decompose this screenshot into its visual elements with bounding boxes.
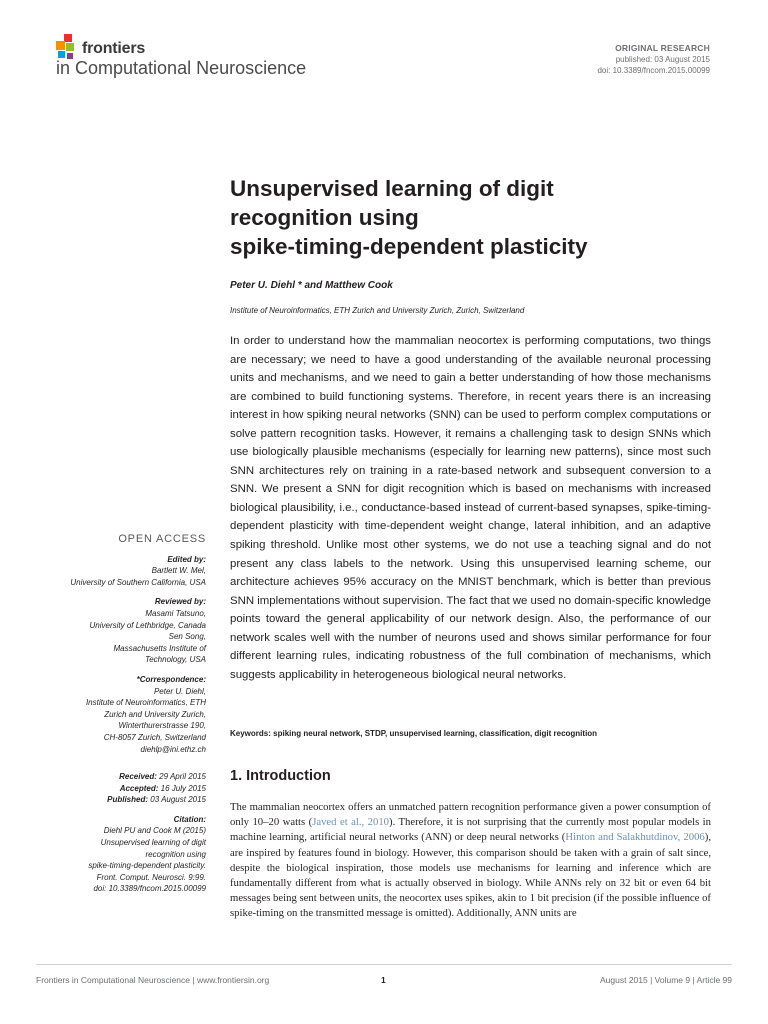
journal-name: in Computational Neuroscience (56, 58, 307, 78)
reviewer-line: Masami Tatsuno, (145, 608, 206, 618)
keywords (230, 729, 711, 738)
correspondence-label: *Correspondence: (136, 674, 206, 684)
citation-link[interactable]: Javed et al., 2010 (312, 816, 390, 829)
footer-divider (36, 964, 732, 965)
article-meta (597, 43, 710, 76)
article-doi: doi: 10.3389/fncom.2015.00099 (597, 66, 710, 75)
reviewer-line: Sen Song, (168, 632, 206, 642)
footer-issue-info: August 2015 | Volume 9 | Article 99 (600, 975, 732, 985)
citation-line: Unsupervised learning of digit (100, 838, 206, 848)
brand-name: frontiers (82, 40, 146, 57)
citation-line: spike-timing-dependent plasticity. (88, 861, 206, 871)
correspondence-line: Institute of Neuroinformatics, ETH (85, 698, 206, 708)
introduction-paragraph (230, 800, 711, 922)
title-line: spike-timing-dependent plasticity (230, 234, 588, 259)
body-text: The mammalian neocortex offers an unmatched pattern recognition performance given a power consumption of only 10–20 watts ( (230, 801, 711, 829)
correspondence-line: CH-8057 Zurich, Switzerland (103, 732, 206, 742)
editor-line: University of Southern California, USA (70, 577, 206, 587)
keywords-label: Keywords: (230, 729, 271, 738)
citation-doi[interactable]: doi: 10.3389/fncom.2015.00099 (93, 884, 206, 894)
edited-by-label: Edited by: (167, 554, 206, 564)
title-line: recognition using (230, 205, 419, 230)
section-heading: 1. Introduction (230, 768, 331, 784)
citation-line: recognition using (145, 849, 206, 859)
citation-line: Front. Comput. Neurosci. 9:99. (96, 872, 206, 882)
editor-line: Bartlett W. Mel, (151, 566, 206, 576)
affiliation: Institute of Neuroinformatics, ETH Zurich and University Zurich, Zurich, Switzerland (230, 306, 525, 315)
body-text: ). Therefore, it is not surprising that the currently most popular models in machine learning, artificial neural networks (ANN) or deep neural networks ( (230, 816, 711, 844)
received-date: Received: 29 April 2015 (119, 772, 206, 782)
correspondence-email[interactable]: diehlp@ini.ethz.ch (140, 744, 206, 754)
published-date-sidebar: Published: 03 August 2015 (107, 795, 206, 805)
citation-line: Diehl PU and Cook M (2015) (103, 826, 206, 836)
correspondence-line: Winterthurerstrasse 190, (118, 721, 206, 731)
author-list: Peter U. Diehl * and Matthew Cook (230, 280, 393, 291)
published-date: published: 03 August 2015 (615, 55, 710, 64)
reviewed-by-label: Reviewed by: (154, 597, 206, 607)
reviewer-line: Massachusetts Institute of (113, 643, 206, 653)
footer-journal-link[interactable]: Frontiers in Computational Neuroscience | www.frontiersin.org (36, 975, 270, 985)
article-title (230, 174, 700, 261)
reviewer-line: University of Lethbridge, Canada (89, 620, 206, 630)
title-line: Unsupervised learning of digit (230, 176, 554, 201)
abstract: In order to understand how the mammalian neocortex is performing computations, two things are necessary; we need to have a good understanding of the available neuronal processing units and mechanisms, and we need to gain a better understanding of how those mechanisms are combined to build functioning systems. Therefore, in recent years there is an increasing interest in how spiking neural networks (SNN) can be used to perform complex computations or solve pattern recognition tasks. However, it remains a challenging task to design SNNs which use biologically plausible mechanisms (especially for learning new patterns), since most such SNN architectures rely on training in a rate-based network and subsequent conversion to a SNN. We present a SNN for digit recognition which is based on mechanisms with increased biological plausibility, i.e., conductance-based instead of current-based synapses, spike-timing-dependent plasticity with time-dependent weight change, lateral inhibition, and an adaptive spiking threshold. Unlike most other systems, we do not use a teaching signal and do not present any class labels to the network. Using this unsupervised learning scheme, our architecture achieves 95% accuracy on the MNIST benchmark, which is better than previous SNN implementations without supervision. The fact that we used no domain-specific knowledge points toward the general applicability of our network design. Also, the performance of our network scales well with the number of neurons used and shows similar performance for four different learning rules, indicating robustness of the full combination of mechanisms, which suggests applicability in heterogeneous biological neural networks. (230, 335, 711, 681)
keywords-list: spiking neural network, STDP, unsupervised learning, classification, digit recognition (273, 729, 598, 738)
citation-label: Citation: (173, 814, 206, 824)
reviewer-line: Technology, USA (145, 655, 206, 665)
accepted-date: Accepted: 16 July 2015 (119, 783, 206, 793)
article-type: ORIGINAL RESEARCH (615, 43, 710, 53)
correspondence-line: Peter U. Diehl, (153, 686, 206, 696)
page-number: 1 (381, 975, 386, 985)
open-access-label: OPEN ACCESS (118, 533, 206, 545)
citation-link[interactable]: Hinton and Salakhutdinov, 2006 (565, 831, 705, 844)
article-info-sidebar (40, 534, 206, 895)
correspondence-line: Zurich and University Zurich, (104, 709, 206, 719)
body-text: ), are inspired by features found in biology. However, this comparison should be taken with a grain of salt since, despite the biological inspiration, those models use mechanisms for learning and inference which are fundamentally different from what is actually observed in biology. While ANNs rely on 32 bit or even 64 bit messages being sent between units, the neocortex uses spikes, akin to 1 bit precision (if the possible influence of spike-timing on the transmitted message is omitted). Additionally, ANN units are (230, 831, 712, 920)
